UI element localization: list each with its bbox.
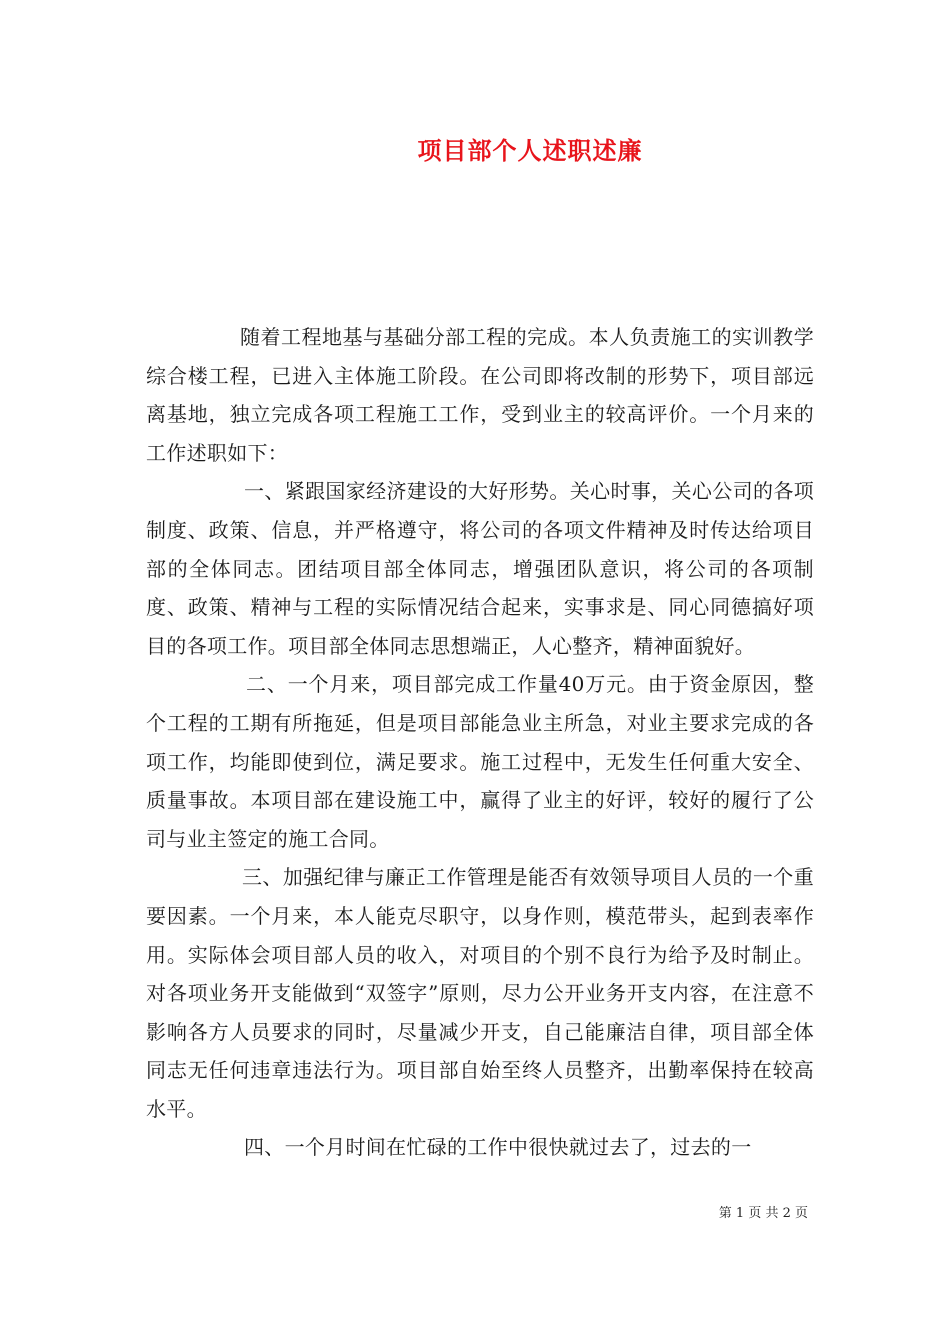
paragraph-section-2: 二、一个月来，项目部完成工作量40万元。由于资金原因，整个工程的工期有所拖延，但是项目部能急业主所急，对业主要求完成的各项工作，均能即使到位，满足要求。施工过程中，无发生任何重大安全、质量事故。本项目部在建设施工中，赢得了业主的好评，较好的履行了公司与业主签定的施工合同。 bbox=[146, 672, 814, 851]
page-number-footer: 第 1 页 共 2 页 bbox=[718, 1206, 808, 1221]
document-title: 项目部个人述职述廉 bbox=[417, 136, 643, 165]
paragraph-intro: 随着工程地基与基础分部工程的完成。本人负责施工的实训教学综合楼工程，已进入主体施工阶段。在公司即将改制的形势下，项目部远离基地，独立完成各项工程施工工作，受到业主的较高评价。一个月来的工作述职如下： bbox=[146, 325, 814, 465]
paragraph-section-1: 一、紧跟国家经济建设的大好形势。关心时事，关心公司的各项制度、政策、信息，并严格遵守，将公司的各项文件精神及时传达给项目部的全体同志。团结项目部全体同志，增强团队意识，将公司的各项制度、政策、精神与工程的实际情况结合起来，实事求是、同心同德搞好项目的各项工作。项目部全体同志思想端正，人心整齐，精神面貌好。 bbox=[146, 479, 814, 658]
document-body bbox=[146, 318, 814, 1167]
paragraph-section-3: 三、加强纪律与廉正工作管理是能否有效领导项目人员的一个重要因素。一个月来，本人能克尽职守，以身作则，模范带头，起到表率作用。实际体会项目部人员的收入，对项目的个别不良行为给予及时制止。对各项业务开支能做到“双签字”原则，尽力公开业务开支内容，在注意不影响各方人员要求的同时，尽量减少开支，自己能廉洁自律，项目部全体同志无任何违章违法行为。项目部自始至终人员整齐，出勤率保持在较高水平。 bbox=[146, 865, 814, 1121]
paragraph-section-4: 四、一个月时间在忙碌的工作中很快就过去了，过去的一 bbox=[244, 1135, 752, 1160]
